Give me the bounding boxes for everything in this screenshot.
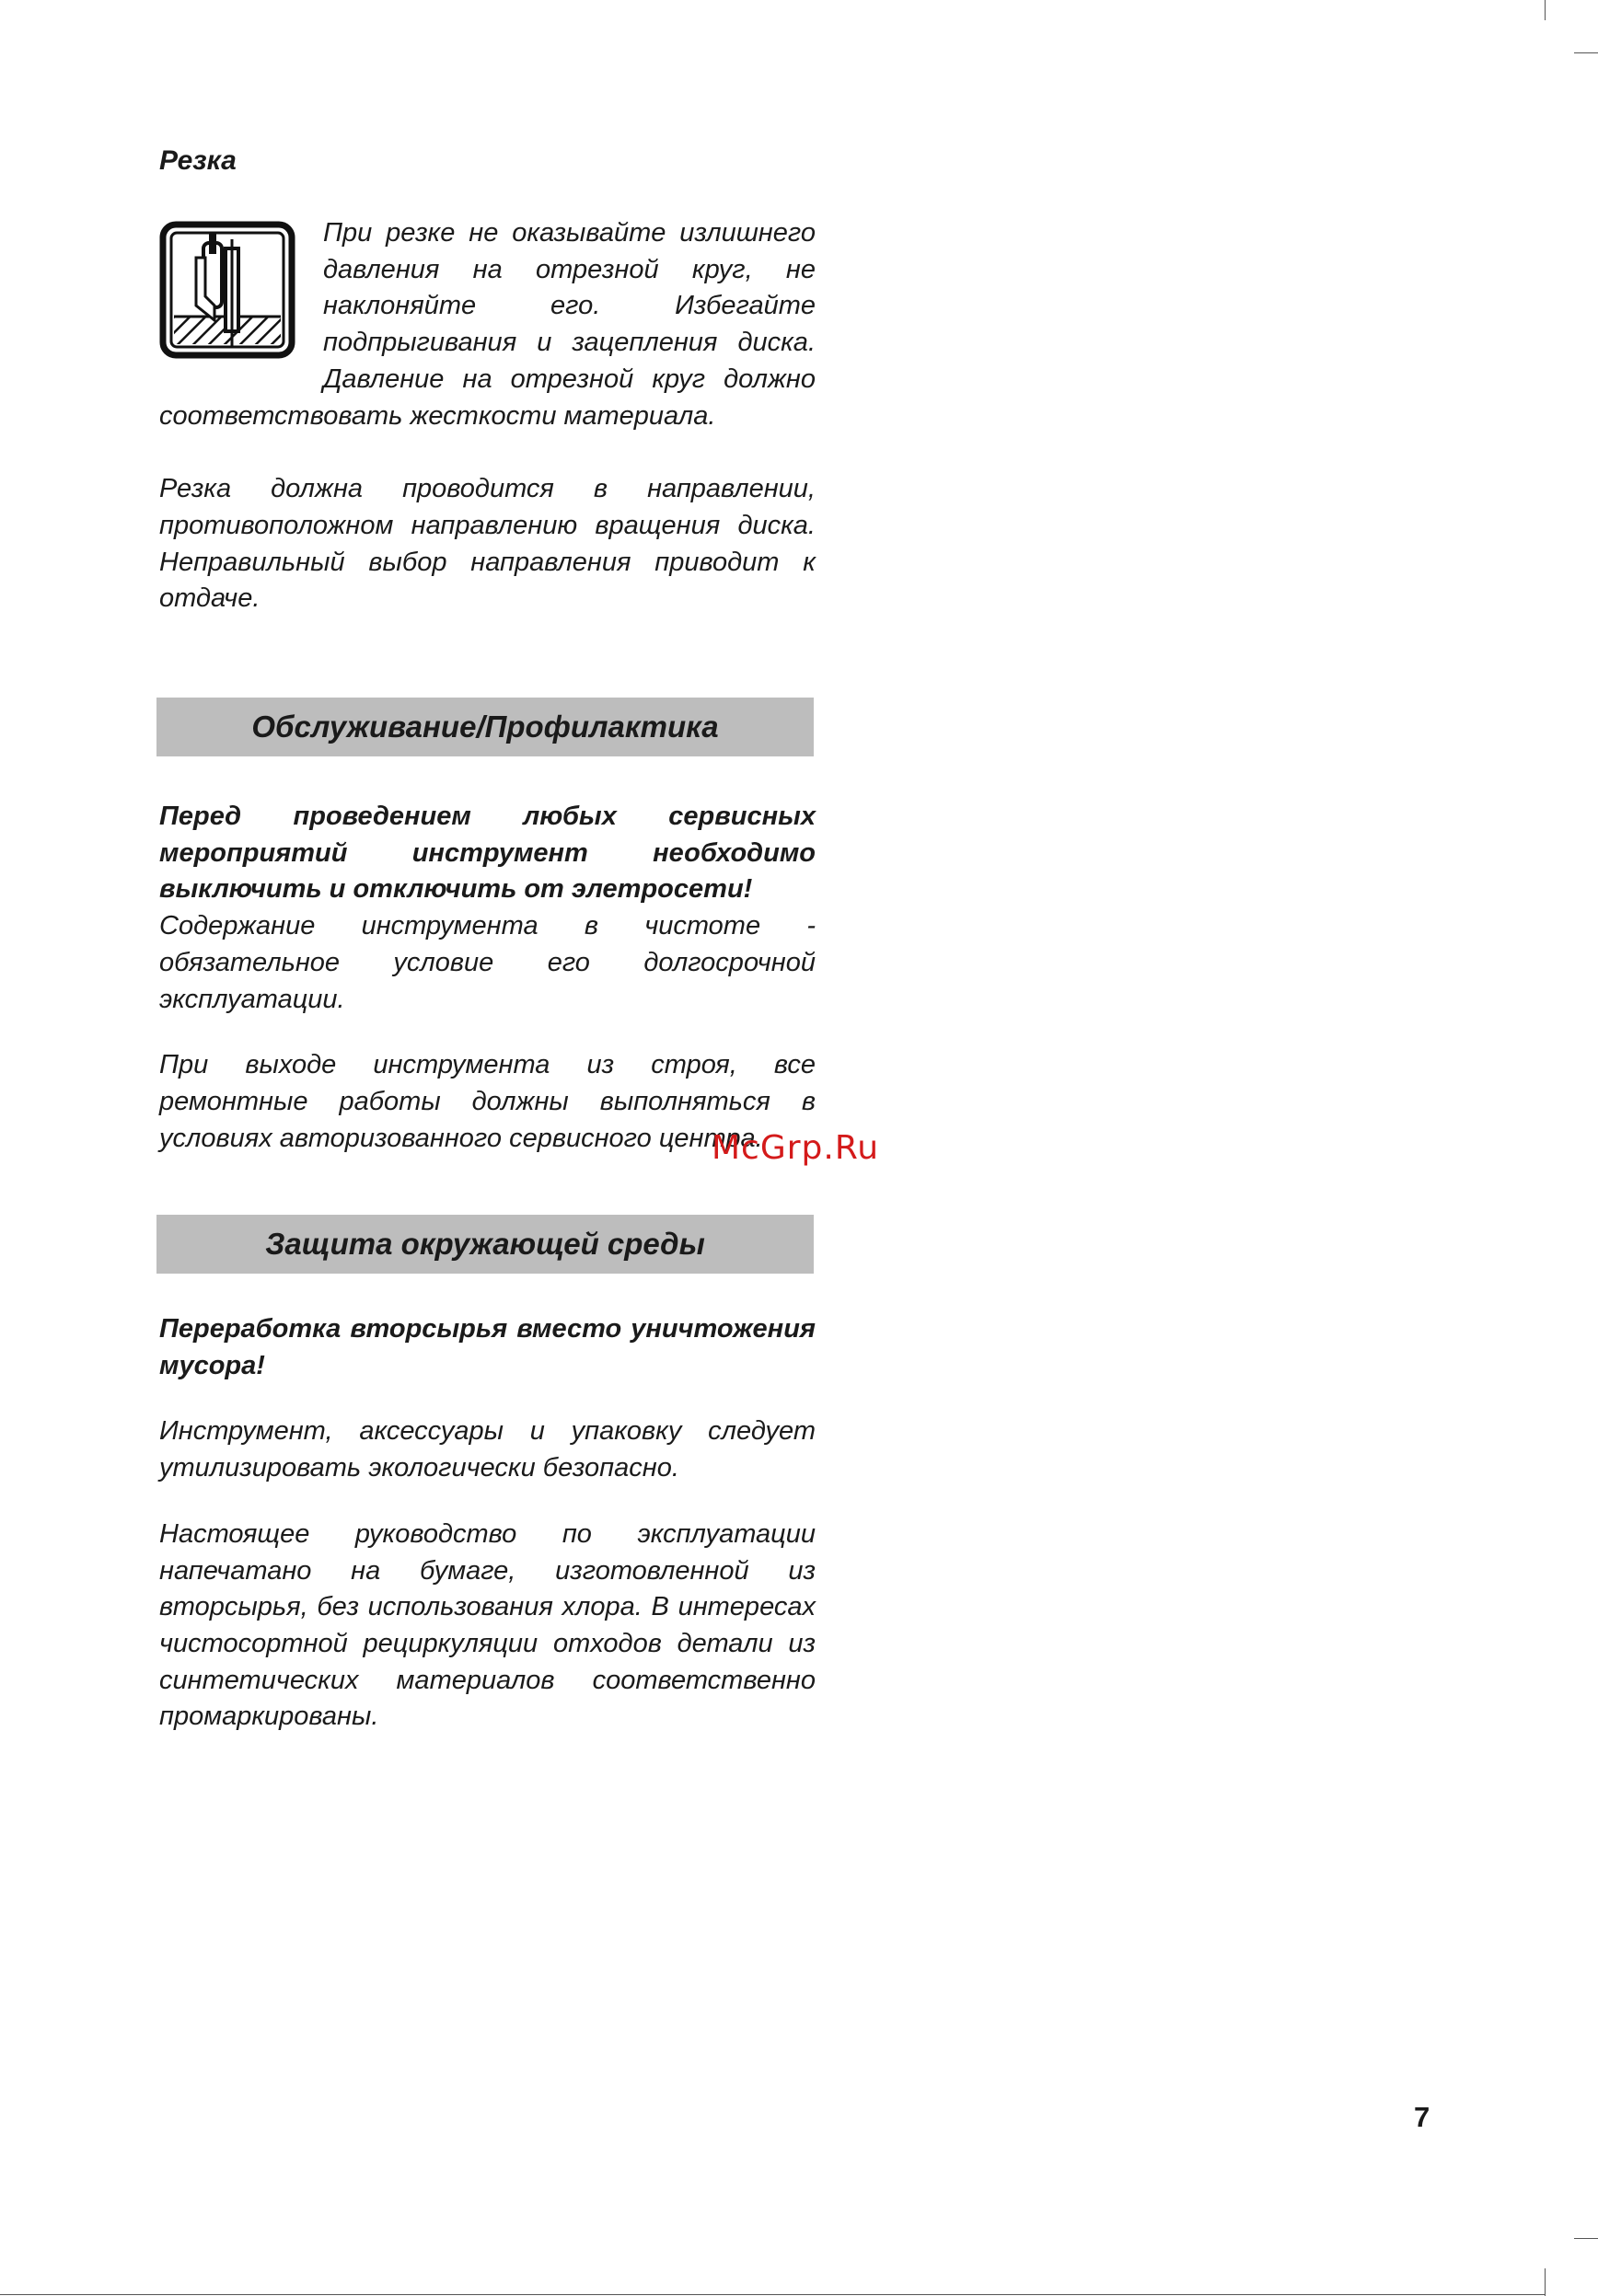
watermark-text: McGrp.Ru — [712, 1129, 880, 1167]
crop-mark-bottom-h — [1574, 2238, 1598, 2239]
crop-mark-bottom-line — [0, 2294, 1545, 2295]
environment-slogan: Переработка вторсырья вместо уничтожения мусора! — [159, 1314, 816, 1380]
section-maintenance-body — [159, 799, 816, 1157]
section-cutting-title: Резка — [159, 145, 237, 176]
cutting-pressure-icon — [159, 221, 295, 359]
maintenance-paragraph-1: Содержание инструмента в чистоте - обязательное условие его долгосрочной эксплуатации. — [159, 911, 816, 1014]
cutting-paragraph-1: При резке не оказывайте излишнего давления на отрезной круг, не наклоняйте его. Избегайте подпрыгивания и зацепления диска. Давление на отрезной круг должно соответствовать жесткости материала. — [159, 218, 816, 431]
environment-paragraph-1: Инструмент, аксессуары и упаковку следует утилизировать экологически безопасно. — [159, 1416, 816, 1483]
section-maintenance-title: Обслуживание/Профилактика — [251, 710, 719, 744]
section-environment-title: Защита окружающей среды — [265, 1227, 705, 1261]
section-maintenance-header — [156, 698, 814, 756]
crop-mark-top-h — [1574, 52, 1598, 53]
page-number: 7 — [1414, 2101, 1430, 2133]
section-environment-body — [159, 1311, 816, 1736]
maintenance-paragraph-2: При выходе инструмента из строя, все ремонтные работы должны выполняться в условиях авторизованного сервисного центра. — [159, 1050, 816, 1153]
crop-mark-bottom-v — [1545, 2268, 1546, 2296]
maintenance-warning: Перед проведением любых сервисных мероприятий инструмент необходимо выключить и отключить от элетросети! — [159, 802, 816, 905]
section-cutting-body — [159, 215, 816, 617]
section-environment-header — [156, 1215, 814, 1274]
crop-mark-top-v — [1545, 0, 1546, 20]
environment-paragraph-2: Настоящее руководство по эксплуатации напечатано на бумаге, изготовленной из вторсырья, без использования хлора. В интересах чистосортной рециркуляции отходов детали из синтетических материалов соответственно промаркированы. — [159, 1518, 816, 1732]
cutting-paragraph-2: Резка должна проводится в направлении, противоположном направлению вращения диска. Неправильный выбор направления приводит к отдаче. — [159, 474, 816, 614]
